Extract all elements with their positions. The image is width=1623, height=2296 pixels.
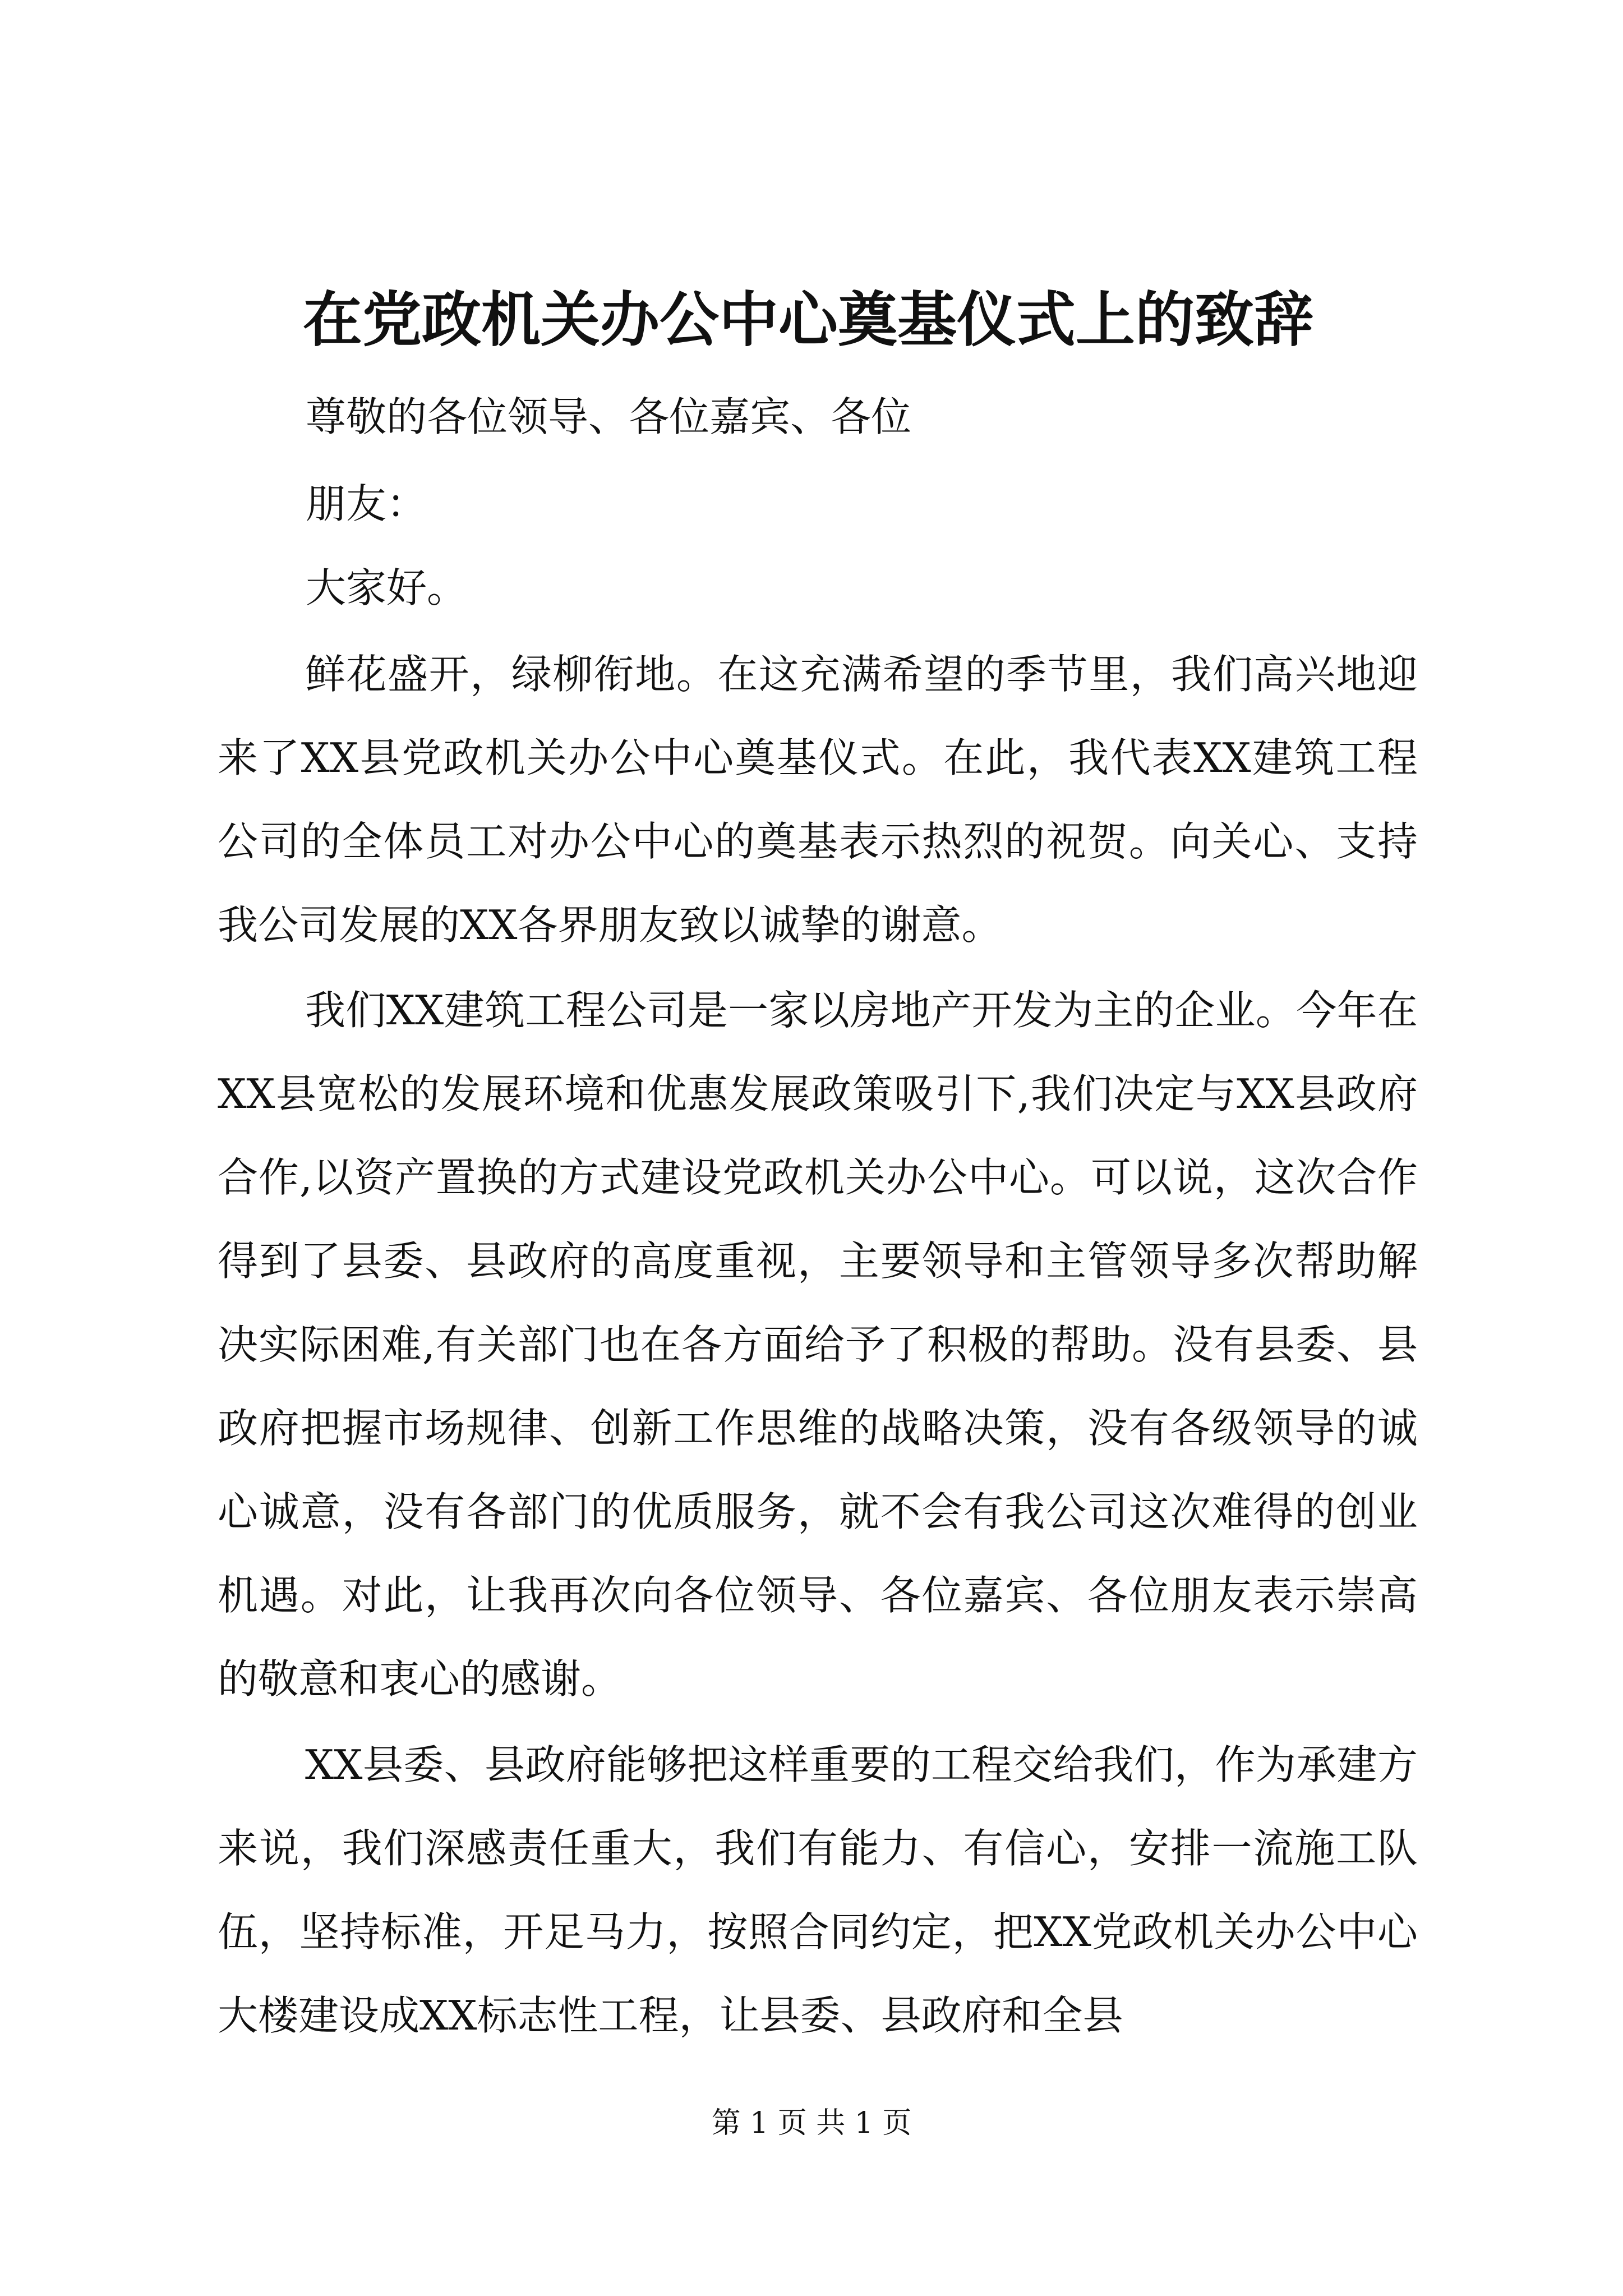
body-paragraph-2: 我们XX建筑工程公司是一家以房地产开发为主的企业。今年在XX县宽松的发展环境和优惠发展政策吸引下,我们决定与XX县政府合作,以资产置换的方式建设党政机关办公中心。可以说，这次合作得到了县委、县政府的高度重视，主要领导和主管领导多次帮助解决实际困难,有关部门也在各方面给予了积极的帮助。没有县委、县政府把握市场规律、创新工作思维的战略决策，没有各级领导的诚心诚意，没有各部门的优质服务，就不会有我公司这次难得的创业机遇。对此，让我再次向各位领导、各位嘉宾、各位朋友表示崇高的敬意和衷心的感谢。 bbox=[218, 987, 1418, 1703]
document-title: 在党政机关办公中心奠基仪式上的致辞 bbox=[303, 284, 1313, 355]
body-paragraph-3: XX县委、县政府能够把这样重要的工程交给我们，作为承建方来说，我们深感责任重大，我们有能力、有信心，安排一流施工队伍，坚持标准，开足马力，按照合同约定，把XX党政机关办公中心大楼建设成XX标志性工程，让县委、县政府和全县 bbox=[218, 1741, 1418, 2039]
greeting-line: 大家好。 bbox=[306, 564, 468, 611]
salutation-line-2: 朋友： bbox=[306, 480, 427, 527]
body-paragraph-1: 鲜花盛开，绿柳衔地。在这充满希望的季节里，我们高兴地迎来了XX县党政机关办公中心奠基仪式。在此，我代表XX建筑工程公司的全体员工对办公中心的奠基表示热烈的祝贺。向关心、支持我公司发展的XX各界朋友致以诚挚的谢意。 bbox=[218, 651, 1418, 949]
page-footer: 第 1 页 共 1 页 bbox=[711, 2106, 912, 2140]
salutation-line-1: 尊敬的各位领导、各位嘉宾、各位 bbox=[306, 393, 912, 440]
